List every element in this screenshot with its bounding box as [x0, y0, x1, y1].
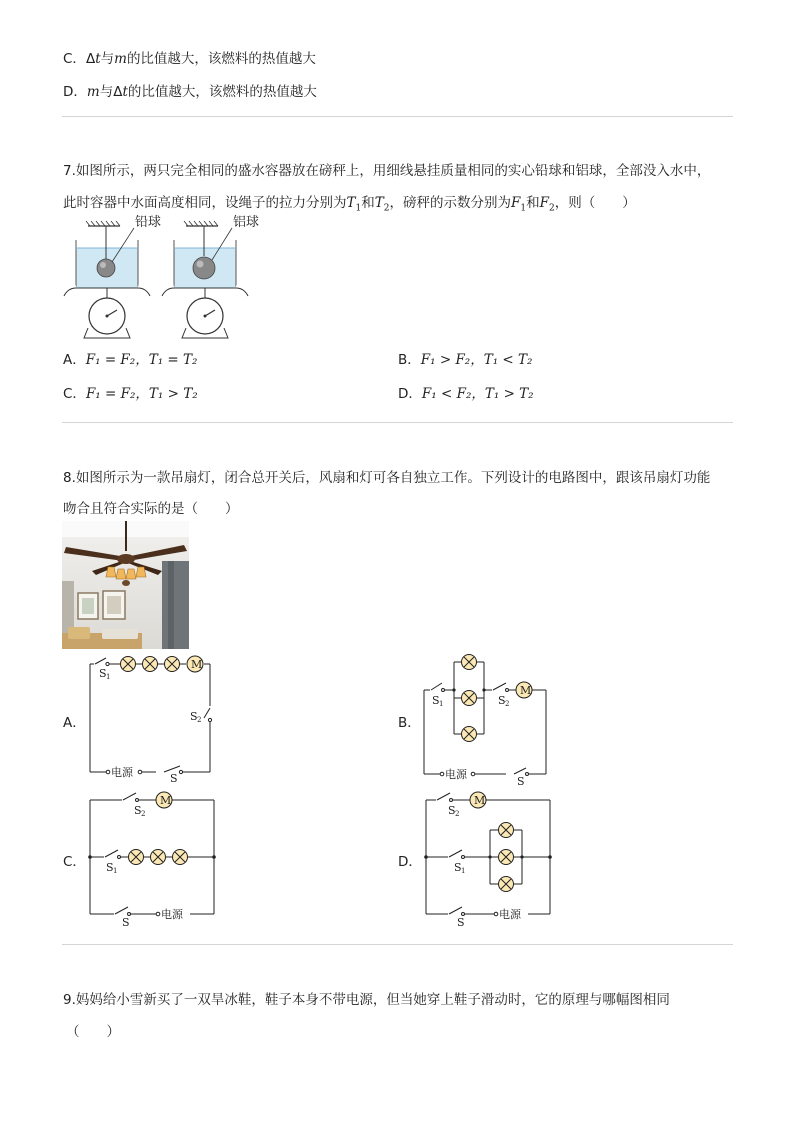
- q7-option-b[interactable]: B．F₁ > F₂，T₁ < T₂: [398, 352, 533, 368]
- ball-label-left: 铅球: [135, 215, 162, 230]
- divider: [62, 116, 733, 117]
- motor-icon: [156, 792, 172, 808]
- ceiling-fan-photo: [62, 521, 189, 649]
- lamp-icon: [499, 850, 514, 865]
- svg-text:1: 1: [439, 700, 444, 708]
- power-source-label: 电源: [161, 908, 183, 921]
- svg-text:1: 1: [113, 867, 118, 875]
- svg-text:S: S: [99, 667, 107, 680]
- svg-text:2: 2: [197, 716, 202, 724]
- svg-text:S: S: [106, 861, 114, 874]
- q7-stem-line2: 此时容器中水面高度相同，设绳子的拉力分别为$T_1$和$T_2$，磅秤的示数分别为$F_1$和$F_2$，则（ ）: [63, 195, 636, 214]
- q7-option-d[interactable]: D．F₁ < F₂，T₁ > T₂: [398, 386, 534, 402]
- svg-text:S: S: [122, 916, 130, 929]
- svg-text:2: 2: [505, 700, 510, 708]
- circuit-d: [420, 790, 556, 929]
- motor-icon: [187, 656, 203, 672]
- right-container: [162, 214, 259, 338]
- q7-stem-line1: 7.如图所示，两只完全相同的盛水容器放在磅秤上，用细线悬挂质量相同的实心铅球和铝球，全部没入水中，: [63, 163, 711, 179]
- svg-text:M: M: [520, 684, 532, 697]
- q8-stem-line2: 吻合且符合实际的是（ ）: [63, 501, 239, 517]
- svg-text:1: 1: [461, 867, 466, 875]
- power-source-label: 电源: [111, 766, 133, 779]
- svg-text:S: S: [517, 775, 525, 788]
- svg-text:S: S: [170, 772, 178, 785]
- q7-option-c[interactable]: C．F₁ = F₂，T₁ > T₂: [63, 386, 198, 402]
- lamp-icon: [129, 850, 144, 865]
- lamp-icon: [151, 850, 166, 865]
- motor-icon: [470, 792, 486, 808]
- q8-option-d[interactable]: D．: [398, 854, 422, 870]
- lamp-icon: [121, 657, 136, 672]
- lamp-icon: [462, 727, 477, 742]
- svg-text:2: 2: [141, 810, 146, 818]
- svg-text:S: S: [134, 804, 142, 817]
- power-source-label: 电源: [445, 768, 467, 781]
- lamp-icon: [143, 657, 158, 672]
- q8-stem-line1: 8.如图所示为一款吊扇灯，闭合总开关后，风扇和灯可各自独立工作。下列设计的电路图中，跟该吊扇灯功能: [63, 470, 711, 486]
- lamp-icon: [462, 691, 477, 706]
- lamp-icon: [499, 877, 514, 892]
- power-source-label: 电源: [499, 908, 521, 921]
- q8-option-b[interactable]: B．: [398, 715, 421, 731]
- lamp-icon: [499, 823, 514, 838]
- motor-icon: [516, 682, 532, 698]
- divider: [62, 944, 733, 945]
- svg-text:M: M: [160, 794, 172, 807]
- prev-option-d: D．m与Δt的比值越大，该燃料的热值越大: [63, 84, 317, 100]
- svg-text:S: S: [498, 694, 506, 707]
- prev-option-c: C．Δt与m的比值越大，该燃料的热值越大: [63, 51, 316, 67]
- q9-stem-line2: （ ）: [66, 1024, 120, 1040]
- q8-option-a[interactable]: A．: [63, 715, 86, 731]
- circuit-c: [86, 790, 218, 929]
- svg-text:M: M: [191, 658, 203, 671]
- q8-option-c[interactable]: C．: [63, 854, 86, 870]
- circuit-a: [86, 650, 218, 785]
- q9-stem-line1: 9.妈妈给小雪新买了一双旱冰鞋，鞋子本身不带电源，但当她穿上鞋子滑动时，它的原理与哪幅图相同: [63, 992, 670, 1008]
- svg-text:S: S: [448, 804, 456, 817]
- svg-text:1: 1: [106, 673, 111, 681]
- lamp-icon: [165, 657, 180, 672]
- q7-figure: [62, 212, 272, 344]
- q7-option-a[interactable]: A．F₁ = F₂，T₁ = T₂: [63, 352, 198, 368]
- svg-text:S: S: [457, 916, 465, 929]
- svg-text:S: S: [454, 861, 462, 874]
- circuit-b: [418, 650, 554, 788]
- ball-right: [193, 257, 215, 279]
- svg-text:S: S: [190, 710, 198, 723]
- svg-text:2: 2: [455, 810, 460, 818]
- lamp-icon: [462, 655, 477, 670]
- svg-text:M: M: [474, 794, 486, 807]
- left-container: [64, 214, 161, 338]
- svg-text:S: S: [432, 694, 440, 707]
- lamp-icon: [173, 850, 188, 865]
- ball-label-right: 铝球: [233, 215, 260, 230]
- divider: [62, 422, 733, 423]
